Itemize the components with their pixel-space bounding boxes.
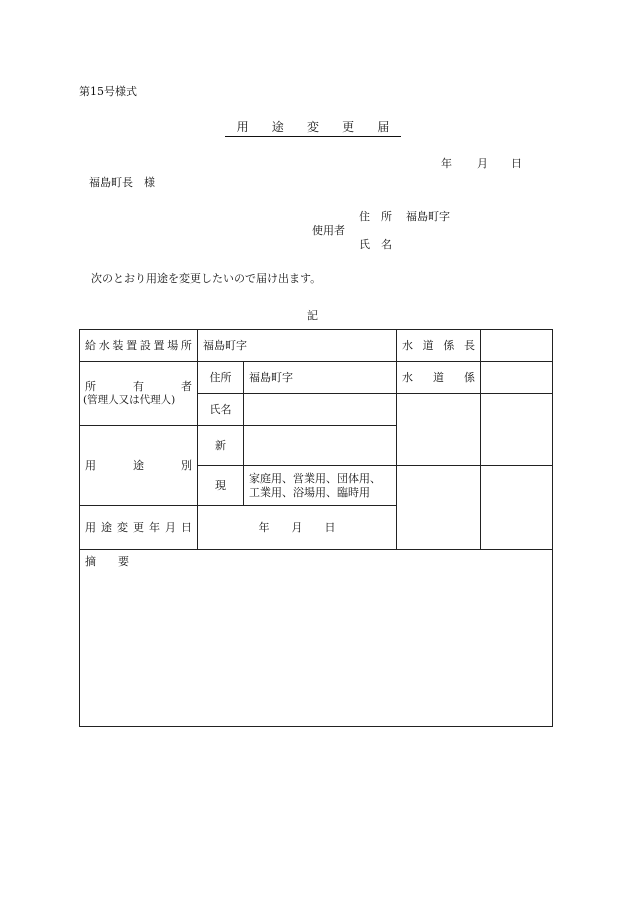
owner-address-value[interactable]: 福島町字 — [244, 362, 397, 394]
title-char: 変 — [306, 120, 319, 134]
applicant-address-label: 住 所 — [359, 210, 392, 223]
owner-address-label: 住所 — [198, 362, 244, 394]
statement: 次のとおり用途を変更したいので届け出ます。 — [91, 272, 322, 285]
remarks-cell[interactable] — [80, 550, 553, 727]
date-month: 月 — [477, 157, 488, 170]
title-char: 更 — [342, 120, 355, 134]
application-table — [79, 329, 553, 727]
staff-label: 水 道 係 — [397, 362, 481, 394]
document-title — [225, 118, 401, 137]
title-char: 用 — [236, 120, 249, 134]
applicant-address-value: 福島町字 — [406, 210, 450, 223]
owner-name-label: 氏名 — [198, 394, 244, 426]
usage-new-value[interactable] — [244, 426, 397, 466]
change-date-label: 用 途 変 更 年 月 日 — [80, 506, 198, 550]
usage-current-label: 現 — [198, 466, 244, 506]
remarks-label: 摘 要 — [85, 555, 129, 568]
form-number: 第15号様式 — [79, 85, 137, 98]
chief-seal-box[interactable] — [481, 330, 553, 362]
date-year: 年 — [441, 157, 452, 170]
applicant-name-label: 氏 名 — [359, 238, 392, 251]
addressee: 福島町長 様 — [89, 176, 155, 189]
owner-sub-label: (管理人又は代理人) — [83, 394, 176, 406]
staff-blank-4[interactable] — [481, 466, 553, 550]
staff-blank-1[interactable] — [397, 394, 481, 466]
staff-blank-3[interactable] — [397, 466, 481, 550]
applicant-role: 使用者 — [312, 224, 345, 237]
staff-blank-2[interactable] — [481, 394, 553, 466]
title-char: 途 — [271, 120, 284, 134]
staff-seal-box[interactable] — [481, 362, 553, 394]
ki-mark: 記 — [307, 309, 318, 322]
location-value[interactable]: 福島町字 — [198, 330, 397, 362]
owner-name-value[interactable] — [244, 394, 397, 426]
chief-label: 水 道 係 長 — [397, 330, 481, 362]
location-label: 給 水 装 置 設 置 場 所 — [80, 330, 198, 362]
date-day: 日 — [511, 157, 522, 170]
usage-label: 用 途 別 — [80, 426, 198, 506]
usage-new-label: 新 — [198, 426, 244, 466]
owner-label: 所 有 者 (管理人又は代理人) — [80, 362, 198, 426]
title-char: 届 — [377, 120, 390, 134]
usage-current-options[interactable]: 家庭用、営業用、団体用、 工業用、浴場用、臨時用 — [244, 466, 397, 506]
change-date-value[interactable]: 年 月 日 — [198, 506, 397, 550]
